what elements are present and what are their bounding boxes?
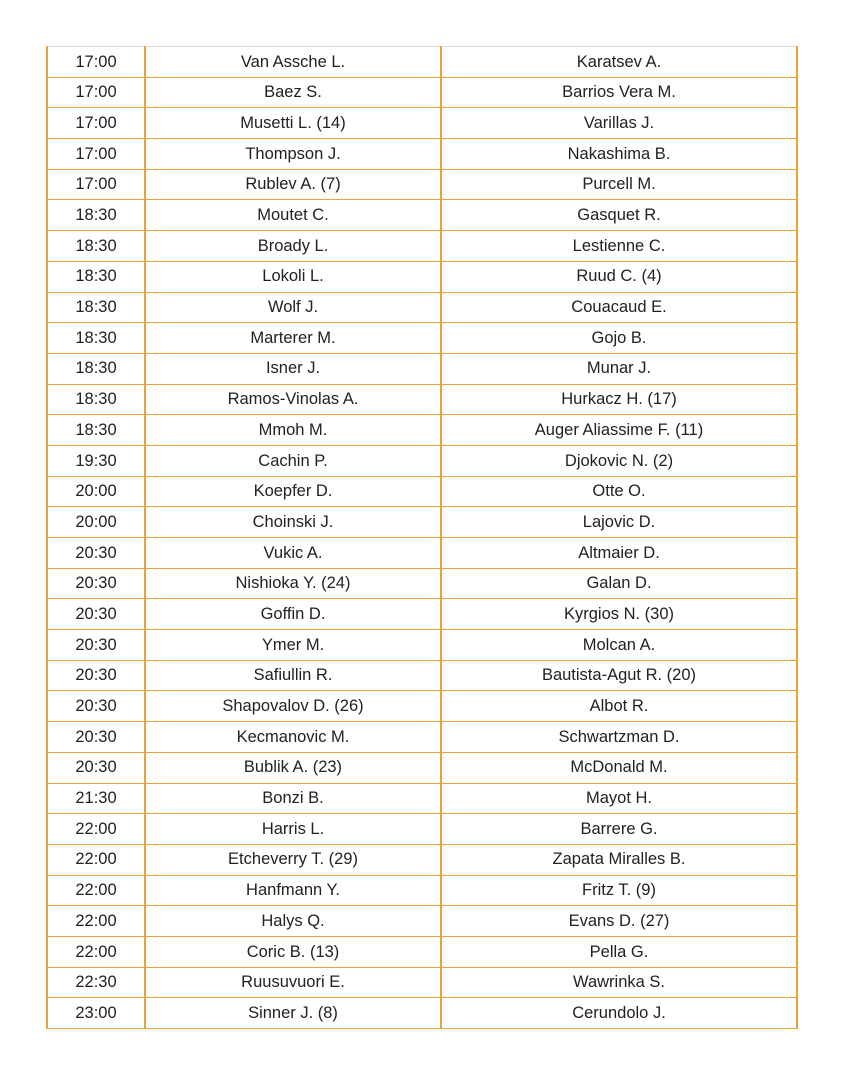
table-row bbox=[47, 77, 797, 108]
match-schedule-table bbox=[46, 46, 798, 1029]
player2-cell: Gasquet R. bbox=[441, 200, 797, 231]
player2-cell: Altmaier D. bbox=[441, 538, 797, 569]
match-time-cell: 22:00 bbox=[47, 844, 145, 875]
player1-cell: Moutet C. bbox=[145, 200, 441, 231]
table-row bbox=[47, 660, 797, 691]
player2-cell: Ruud C. (4) bbox=[441, 261, 797, 292]
player1-cell: Choinski J. bbox=[145, 507, 441, 538]
player1-cell: Bublik A. (23) bbox=[145, 752, 441, 783]
match-time-cell: 18:30 bbox=[47, 323, 145, 354]
table-row bbox=[47, 261, 797, 292]
player1-cell: Bonzi B. bbox=[145, 783, 441, 814]
match-schedule-body bbox=[47, 47, 797, 1029]
table-row bbox=[47, 844, 797, 875]
player2-cell: Lajovic D. bbox=[441, 507, 797, 538]
table-row bbox=[47, 722, 797, 753]
player2-cell: Pella G. bbox=[441, 936, 797, 967]
match-time-cell: 20:30 bbox=[47, 752, 145, 783]
player1-cell: Ruusuvuori E. bbox=[145, 967, 441, 998]
match-time-cell: 22:00 bbox=[47, 875, 145, 906]
match-time-cell: 17:00 bbox=[47, 77, 145, 108]
player2-cell: Hurkacz H. (17) bbox=[441, 384, 797, 415]
table-row bbox=[47, 139, 797, 170]
player1-cell: Halys Q. bbox=[145, 906, 441, 937]
player2-cell: Albot R. bbox=[441, 691, 797, 722]
player2-cell: Barrere G. bbox=[441, 814, 797, 845]
match-time-cell: 17:00 bbox=[47, 47, 145, 78]
player1-cell: Marterer M. bbox=[145, 323, 441, 354]
match-time-cell: 18:30 bbox=[47, 231, 145, 262]
table-row bbox=[47, 998, 797, 1029]
table-row bbox=[47, 108, 797, 139]
player1-cell: Shapovalov D. (26) bbox=[145, 691, 441, 722]
player2-cell: Munar J. bbox=[441, 353, 797, 384]
player2-cell: Otte O. bbox=[441, 476, 797, 507]
match-time-cell: 17:00 bbox=[47, 169, 145, 200]
player2-cell: Cerundolo J. bbox=[441, 998, 797, 1029]
player1-cell: Ymer M. bbox=[145, 630, 441, 661]
table-row bbox=[47, 814, 797, 845]
match-time-cell: 21:30 bbox=[47, 783, 145, 814]
match-time-cell: 22:00 bbox=[47, 814, 145, 845]
match-time-cell: 20:30 bbox=[47, 568, 145, 599]
player2-cell: Wawrinka S. bbox=[441, 967, 797, 998]
player1-cell: Sinner J. (8) bbox=[145, 998, 441, 1029]
table-row bbox=[47, 967, 797, 998]
player2-cell: Zapata Miralles B. bbox=[441, 844, 797, 875]
match-time-cell: 17:00 bbox=[47, 108, 145, 139]
player1-cell: Broady L. bbox=[145, 231, 441, 262]
player1-cell: Mmoh M. bbox=[145, 415, 441, 446]
player1-cell: Safiullin R. bbox=[145, 660, 441, 691]
player1-cell: Harris L. bbox=[145, 814, 441, 845]
table-row bbox=[47, 599, 797, 630]
match-time-cell: 20:00 bbox=[47, 476, 145, 507]
player1-cell: Nishioka Y. (24) bbox=[145, 568, 441, 599]
match-time-cell: 18:30 bbox=[47, 200, 145, 231]
match-time-cell: 18:30 bbox=[47, 261, 145, 292]
match-time-cell: 19:30 bbox=[47, 445, 145, 476]
player1-cell: Thompson J. bbox=[145, 139, 441, 170]
player2-cell: Schwartzman D. bbox=[441, 722, 797, 753]
player1-cell: Koepfer D. bbox=[145, 476, 441, 507]
match-time-cell: 18:30 bbox=[47, 384, 145, 415]
table-row bbox=[47, 323, 797, 354]
match-time-cell: 20:30 bbox=[47, 722, 145, 753]
match-time-cell: 20:30 bbox=[47, 538, 145, 569]
player1-cell: Wolf J. bbox=[145, 292, 441, 323]
table-row bbox=[47, 875, 797, 906]
match-time-cell: 22:30 bbox=[47, 967, 145, 998]
match-time-cell: 20:00 bbox=[47, 507, 145, 538]
player1-cell: Van Assche L. bbox=[145, 47, 441, 78]
player1-cell: Goffin D. bbox=[145, 599, 441, 630]
player2-cell: Couacaud E. bbox=[441, 292, 797, 323]
player2-cell: Nakashima B. bbox=[441, 139, 797, 170]
player1-cell: Cachin P. bbox=[145, 445, 441, 476]
match-time-cell: 22:00 bbox=[47, 936, 145, 967]
table-row bbox=[47, 691, 797, 722]
match-time-cell: 20:30 bbox=[47, 691, 145, 722]
match-time-cell: 18:30 bbox=[47, 353, 145, 384]
table-row bbox=[47, 906, 797, 937]
player2-cell: Varillas J. bbox=[441, 108, 797, 139]
table-row bbox=[47, 353, 797, 384]
table-row bbox=[47, 200, 797, 231]
table-row bbox=[47, 169, 797, 200]
player1-cell: Ramos-Vinolas A. bbox=[145, 384, 441, 415]
player1-cell: Kecmanovic M. bbox=[145, 722, 441, 753]
player2-cell: Gojo B. bbox=[441, 323, 797, 354]
table-row bbox=[47, 783, 797, 814]
player2-cell: Fritz T. (9) bbox=[441, 875, 797, 906]
player2-cell: Bautista-Agut R. (20) bbox=[441, 660, 797, 691]
table-row bbox=[47, 231, 797, 262]
player2-cell: Kyrgios N. (30) bbox=[441, 599, 797, 630]
table-row bbox=[47, 384, 797, 415]
player2-cell: Djokovic N. (2) bbox=[441, 445, 797, 476]
player1-cell: Etcheverry T. (29) bbox=[145, 844, 441, 875]
player2-cell: Auger Aliassime F. (11) bbox=[441, 415, 797, 446]
table-row bbox=[47, 292, 797, 323]
player1-cell: Coric B. (13) bbox=[145, 936, 441, 967]
table-row bbox=[47, 47, 797, 78]
table-row bbox=[47, 415, 797, 446]
player2-cell: Evans D. (27) bbox=[441, 906, 797, 937]
table-row bbox=[47, 630, 797, 661]
table-row bbox=[47, 445, 797, 476]
player2-cell: Lestienne C. bbox=[441, 231, 797, 262]
player1-cell: Hanfmann Y. bbox=[145, 875, 441, 906]
player2-cell: Purcell M. bbox=[441, 169, 797, 200]
player1-cell: Musetti L. (14) bbox=[145, 108, 441, 139]
player2-cell: Karatsev A. bbox=[441, 47, 797, 78]
match-time-cell: 20:30 bbox=[47, 599, 145, 630]
player2-cell: Barrios Vera M. bbox=[441, 77, 797, 108]
match-time-cell: 18:30 bbox=[47, 292, 145, 323]
table-row bbox=[47, 936, 797, 967]
player1-cell: Baez S. bbox=[145, 77, 441, 108]
table-row bbox=[47, 752, 797, 783]
match-time-cell: 20:30 bbox=[47, 630, 145, 661]
player1-cell: Isner J. bbox=[145, 353, 441, 384]
player1-cell: Vukic A. bbox=[145, 538, 441, 569]
table-row bbox=[47, 568, 797, 599]
match-time-cell: 20:30 bbox=[47, 660, 145, 691]
match-time-cell: 17:00 bbox=[47, 139, 145, 170]
match-time-cell: 23:00 bbox=[47, 998, 145, 1029]
table-row bbox=[47, 476, 797, 507]
player2-cell: Galan D. bbox=[441, 568, 797, 599]
player1-cell: Lokoli L. bbox=[145, 261, 441, 292]
player2-cell: McDonald M. bbox=[441, 752, 797, 783]
table-row bbox=[47, 538, 797, 569]
player1-cell: Rublev A. (7) bbox=[145, 169, 441, 200]
table-row bbox=[47, 507, 797, 538]
player2-cell: Molcan A. bbox=[441, 630, 797, 661]
match-time-cell: 22:00 bbox=[47, 906, 145, 937]
player2-cell: Mayot H. bbox=[441, 783, 797, 814]
match-time-cell: 18:30 bbox=[47, 415, 145, 446]
